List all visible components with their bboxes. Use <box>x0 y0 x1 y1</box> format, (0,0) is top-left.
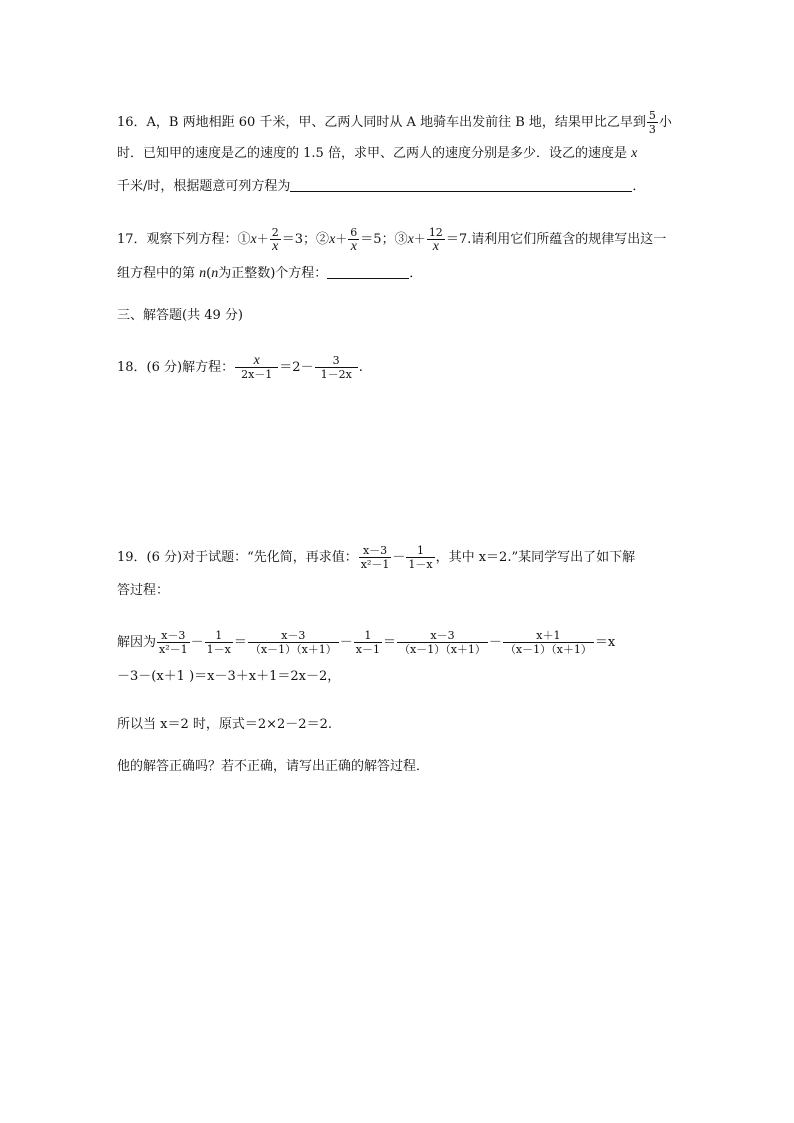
q19-line4: 所以当 x＝2 时，原式＝2×2－2＝2. <box>117 717 332 732</box>
q17-line2-end: ． <box>409 266 423 281</box>
q19-sf2-den: 1－x <box>206 643 231 656</box>
q17-line1 <box>117 226 666 253</box>
q17-eq1-den: x <box>272 239 279 254</box>
q17-eq3-num: 12 <box>428 226 443 239</box>
q17-eq2-fraction <box>348 226 359 253</box>
q19-line2: 答过程： <box>117 583 170 598</box>
q18-prefix: 18．(6 分)解方程： <box>117 360 235 375</box>
q19-sol-minus-2: － <box>339 635 353 650</box>
q17-answer-blank[interactable] <box>327 264 409 279</box>
q19-line5: 他的解答正确吗？若不正确，请写出正确的解答过程． <box>117 759 430 774</box>
q18-f1-num: x <box>235 354 278 368</box>
q19-sol-fraction-4 <box>354 629 382 656</box>
q19-sol-fraction-3 <box>248 629 339 656</box>
q19-sf4-num: 1 <box>354 629 382 643</box>
q19-sol-eq-2: ＝ <box>383 635 397 650</box>
q19-f2-num: 1 <box>406 544 434 558</box>
q17-eq3-plus: ＋ <box>413 232 426 246</box>
q19-sol-prefix: 解因为 <box>117 635 157 650</box>
q19-sol-fraction-6 <box>503 629 594 656</box>
q18-f1-den: 2x－1 <box>241 368 273 381</box>
q16-line3-text: 千米/时，根据题意可列方程为 <box>117 179 291 194</box>
q19-prefix: 19．(6 分)对于试题：“先化简，再求值： <box>117 550 358 565</box>
q16-answer-blank[interactable] <box>290 177 632 192</box>
q16-fraction-num: 5 <box>648 109 656 122</box>
q19-sf1-den: x²－1 <box>159 643 188 656</box>
q16-line3-end: ． <box>632 179 646 194</box>
q16-line2 <box>117 144 637 164</box>
section3-title: 三、解答题(共 49 分) <box>117 308 243 323</box>
q18-fraction-2 <box>315 354 358 381</box>
q18-f2-den: 1－2x <box>320 368 352 381</box>
q17-eq3-fraction <box>427 226 445 253</box>
q19-sol-minus-3: － <box>488 635 502 650</box>
q17-eq3-rhs: ＝7.请利用它们所蕴含的规律写出这一 <box>445 232 667 247</box>
q17-eq1-rhs: ＝3；② <box>281 232 330 247</box>
q16-fraction-den: 3 <box>648 123 656 136</box>
q19-fraction-1 <box>359 544 392 571</box>
q19-sf2-num: 1 <box>205 629 233 643</box>
q19-sol-fraction-5 <box>397 629 488 656</box>
q19-f1-num: x－3 <box>359 544 392 558</box>
q19-f1-den: x²－1 <box>360 558 390 571</box>
q16-line3 <box>117 177 645 197</box>
q17-prefix: 17．观察下列方程：① <box>117 232 251 247</box>
q19-sf3-den: （x－1）（x＋1） <box>249 643 337 656</box>
q17-eq3-den: x <box>432 239 439 254</box>
q17-line2 <box>117 264 422 284</box>
q17-eq3-var: x <box>407 232 414 247</box>
q17-eq2-den: x <box>350 239 357 254</box>
q17-eq1-plus: ＋ <box>256 232 269 246</box>
q17-line2-n: n <box>199 266 207 281</box>
q19-sf3-num: x－3 <box>248 629 339 643</box>
q17-eq1-num: 2 <box>271 226 279 239</box>
q17-line2-b: ( <box>206 266 212 281</box>
q16-line1 <box>117 109 672 136</box>
q19-sf6-num: x＋1 <box>503 629 594 643</box>
q17-line2-n2: n <box>211 266 219 281</box>
q19-line1 <box>117 544 635 571</box>
q16-line1-end: 小 <box>658 115 672 130</box>
q18-end: . <box>358 360 363 375</box>
q19-sol-eq-1: ＝ <box>233 635 247 650</box>
q19-sol-minus-1: － <box>190 635 204 650</box>
q19-f2-den: 1－x <box>408 558 433 571</box>
q19-fraction-2 <box>406 544 434 571</box>
q17-line2-c: 为正整数)个方程： <box>218 266 328 281</box>
q17-line2-a: 组方程中的第 <box>117 266 200 281</box>
q19-sol-eq-3: ＝x <box>594 635 616 650</box>
q19-sf5-den: （x－1）（x＋1） <box>399 643 486 656</box>
q17-eq1-var: x <box>250 232 257 247</box>
q19-sf1-num: x－3 <box>157 629 190 643</box>
q17-eq2-plus: ＋ <box>335 232 348 246</box>
q17-eq2-num: 6 <box>350 226 358 239</box>
q19-solution-line1 <box>117 629 615 656</box>
q18-fraction-1 <box>235 354 278 381</box>
q19-sol-fraction-1 <box>157 629 190 656</box>
q17-eq2-var: x <box>329 232 336 247</box>
q19-sf4-den: x－1 <box>355 643 380 656</box>
q19-sol-fraction-2 <box>205 629 233 656</box>
q17-eq1-fraction <box>270 226 281 253</box>
q19-minus: － <box>392 550 406 565</box>
q18-line <box>117 354 363 381</box>
q19-sf6-den: （x－1）（x＋1） <box>504 643 592 656</box>
q16-line1-text: 16．A，B 两地相距 60 千米，甲、乙两人同时从 A 地骑车出发前往 B 地，结果甲比乙早到 <box>117 115 646 130</box>
q18-f2-num: 3 <box>315 354 358 368</box>
q16-line2-var: x <box>631 146 638 161</box>
q17-eq2-rhs: ＝5；③ <box>360 232 408 247</box>
q18-mid: ＝2－ <box>279 360 314 375</box>
q16-line2-text: 时．已知甲的速度是乙的速度的 1.5 倍，求甲、乙两人的速度分别是多少．设乙的速度是 <box>117 146 632 161</box>
q19-suffix: ，其中 x＝2.”某同学写出了如下解 <box>435 550 636 565</box>
q19-sf5-num: x－3 <box>397 629 488 643</box>
q16-fraction <box>647 109 658 136</box>
q19-solution-line2: －3－(x＋1 )＝x－3＋x＋1＝2x－2， <box>117 669 341 684</box>
